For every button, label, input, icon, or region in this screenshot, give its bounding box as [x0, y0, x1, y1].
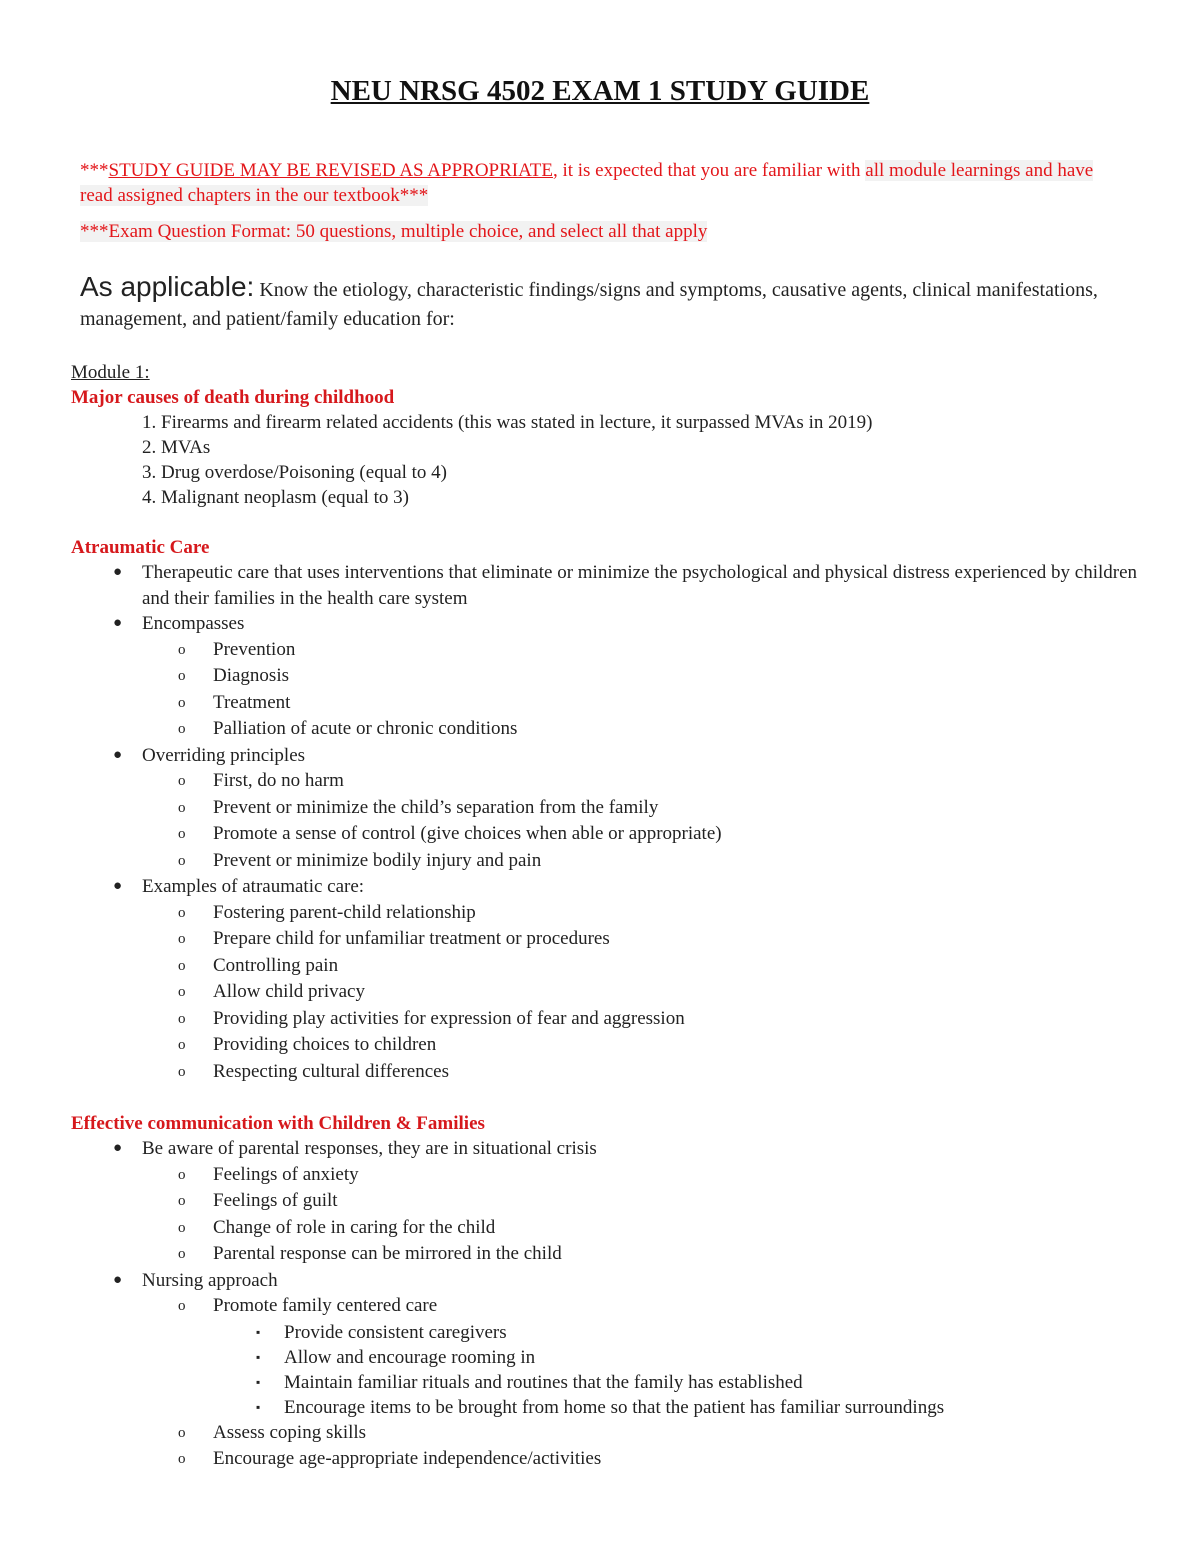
list-item: o Respecting cultural differences [142, 1059, 1151, 1086]
list-item: ▪ Provide consistent caregivers [256, 1321, 507, 1343]
circle-bullet-icon: o [178, 641, 186, 658]
list-item: o Fostering parent-child relationship [142, 900, 1151, 927]
bullet-text: Examples of atraumatic care: [142, 876, 365, 897]
list-item [71, 1136, 1151, 1268]
list-item: o Assess coping skills [142, 1420, 1151, 1447]
list-item: o Promote a sense of control (give choices when able or appropriate) [142, 821, 1151, 848]
list-item: o Palliation of acute or chronic conditions [142, 716, 1151, 743]
circle-bullet-icon: o [178, 1037, 186, 1053]
atraumatic-list [71, 560, 1151, 1085]
notice-middle: , it is expected that you are familiar with [552, 160, 866, 181]
section-heading-atraumatic: Atraumatic Care [71, 537, 210, 558]
bullet-icon: ● [113, 878, 123, 894]
circle-bullet-icon: o [178, 904, 186, 921]
list-item: 1. Firearms and firearm related accidents (this was stated in lecture, it surpassed MVAs in 2019) [142, 412, 873, 433]
sub-list [142, 637, 1151, 743]
bullet-icon: ● [113, 1140, 123, 1156]
bullet-icon: ● [113, 746, 123, 763]
circle-bullet-icon: o [178, 1063, 186, 1080]
list-item: o Allow child privacy [142, 979, 1151, 1006]
circle-bullet-icon: o [178, 721, 186, 737]
circle-bullet-icon: o [178, 826, 186, 842]
sub-list [142, 1293, 1151, 1473]
list-item: o Providing choices to children [142, 1032, 1151, 1059]
revision-statement: STUDY GUIDE MAY BE REVISED AS APPROPRIATE [108, 160, 553, 181]
bullet-text: Therapeutic care that uses interventions that eliminate or minimize the psychological and physical distress experienced by children and their families in the health care system [142, 562, 1138, 609]
circle-bullet-icon: o [178, 957, 186, 974]
bullet-text: Overriding principles [142, 744, 306, 766]
communication-list [71, 1136, 1151, 1473]
notice-prefix: *** [80, 160, 109, 181]
circle-bullet-icon: o [178, 668, 186, 684]
sub-list [142, 1162, 1151, 1268]
bullet-text: Encompasses [142, 613, 245, 634]
circle-bullet-icon: o [178, 694, 186, 711]
applicable-intro [80, 272, 1140, 334]
exam-format-notice [80, 219, 1130, 244]
sub-list [142, 900, 1151, 1086]
circle-bullet-icon: o [178, 1193, 186, 1209]
list-item [71, 560, 1151, 611]
circle-bullet-icon: o [178, 1166, 186, 1183]
circle-bullet-icon: o [178, 852, 186, 869]
bullet-icon: ● [113, 564, 123, 580]
list-item: o Providing play activities for expression of fear and aggression [142, 1006, 1151, 1033]
list-item: o First, do no harm [142, 768, 1151, 795]
list-item: o Prevent or minimize the child’s separation from the family [142, 795, 1151, 822]
list-item: o Feelings of anxiety [142, 1162, 1151, 1189]
list-item [71, 874, 1151, 1085]
bullet-icon: ● [113, 615, 123, 631]
circle-bullet-icon: o [178, 1451, 186, 1467]
list-item [71, 611, 1151, 743]
list-item: 2. MVAs [142, 437, 211, 458]
sub-sub-list [213, 1320, 1151, 1420]
module-label: Module 1: [71, 362, 150, 383]
square-bullet-icon: ▪ [256, 1374, 261, 1389]
circle-bullet-icon: o [178, 1219, 186, 1236]
exam-format-text: ***Exam Question Format: 50 questions, multiple choice, and select all that apply [80, 221, 708, 242]
revision-notice [80, 158, 1130, 208]
circle-bullet-icon: o [178, 773, 186, 789]
circle-bullet-icon: o [178, 1298, 186, 1314]
list-item: o Encourage age-appropriate independence/activities [142, 1446, 1151, 1473]
bullet-text: Nursing approach [142, 1269, 278, 1291]
applicable-text: Know the etiology, characteristic findings/signs and symptoms, causative agents, clinical manifestations, management, and patient/family education for: [80, 279, 1098, 330]
list-item: o Controlling pain [142, 953, 1151, 980]
square-bullet-icon: ▪ [256, 1349, 261, 1364]
study-content [71, 360, 1151, 1473]
list-item: ▪ Allow and encourage rooming in [256, 1346, 536, 1368]
list-item: ▪ Maintain familiar rituals and routines that the family has established [256, 1371, 803, 1393]
list-item: o Prevention [142, 637, 1151, 664]
applicable-lead: As applicable: [80, 271, 255, 302]
list-item: o Prevent or minimize bodily injury and pain [142, 848, 1151, 875]
list-item: ▪ Encourage items to be brought from home so that the patient has familiar surroundings [256, 1396, 945, 1418]
circle-bullet-icon: o [178, 1010, 186, 1027]
list-item: o Prepare child for unfamiliar treatment or procedures [142, 926, 1151, 953]
circle-bullet-icon: o [178, 1246, 186, 1262]
spacer [71, 1085, 1151, 1111]
list-item [71, 743, 1151, 875]
spacer [71, 510, 1151, 535]
causes-list [71, 410, 1151, 510]
section-heading-communication: Effective communication with Children & Families [71, 1113, 485, 1134]
sub-list [142, 768, 1151, 874]
section-heading-causes: Major causes of death during childhood [71, 387, 395, 408]
page-title: NEU NRSG 4502 EXAM 1 STUDY GUIDE [330, 75, 870, 107]
circle-bullet-icon: o [178, 799, 186, 816]
list-item: o Parental response can be mirrored in the child [142, 1241, 1151, 1268]
list-item: o Diagnosis [142, 663, 1151, 690]
list-item: o Feelings of guilt [142, 1188, 1151, 1215]
list-item: 3. Drug overdose/Poisoning (equal to 4) [142, 462, 448, 483]
notice-highlight: all module learnings and have read assigned chapters in the our textbook*** [80, 160, 1094, 206]
square-bullet-icon: ▪ [256, 1399, 261, 1414]
circle-bullet-icon: o [178, 984, 186, 1000]
circle-bullet-icon: o [178, 931, 186, 947]
list-item: o Promote family centered care ▪ Provide consistent caregivers ▪ Allow and encourage rooming in ▪ Maintain familiar rituals and routines that the family has established ▪ Encourage items to be brought from home so that the patient has familiar surroundings [142, 1293, 1151, 1420]
list-item [71, 1268, 1151, 1473]
list-item: o Change of role in caring for the child [142, 1215, 1151, 1242]
list-item: o Treatment [142, 690, 1151, 717]
bullet-text: Be aware of parental responses, they are in situational crisis [142, 1138, 597, 1159]
circle-bullet-icon: o [178, 1424, 186, 1441]
list-item: 4. Malignant neoplasm (equal to 3) [142, 487, 409, 508]
square-bullet-icon: ▪ [256, 1324, 261, 1339]
bullet-icon: ● [113, 1271, 123, 1288]
